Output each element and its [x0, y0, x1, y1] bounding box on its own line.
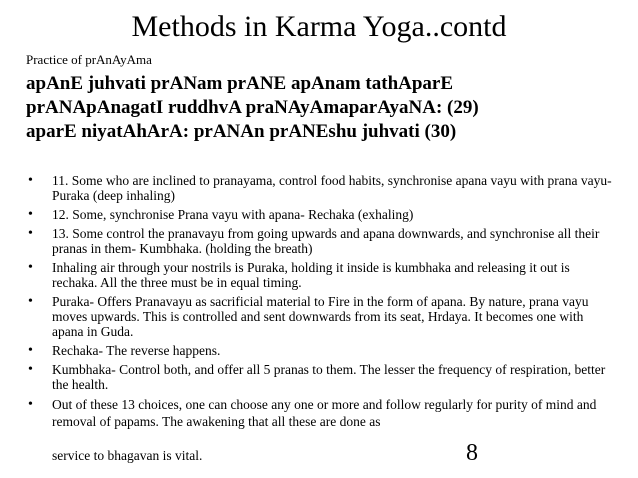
bullet-item	[26, 396, 612, 430]
bullet-icon: •	[28, 362, 33, 377]
bullet-item	[26, 294, 612, 339]
bullet-icon: •	[28, 173, 33, 188]
bullet-icon: •	[28, 397, 33, 412]
page-number: 8	[466, 440, 478, 466]
bullet-icon: •	[28, 260, 33, 275]
bullet-item	[26, 207, 612, 222]
verse-block	[26, 72, 479, 144]
bullet-icon: •	[28, 226, 33, 241]
bullet-icon: •	[28, 207, 33, 222]
bullet-text: 12. Some, synchronise Prana vayu with apana- Rechaka (exhaling)	[52, 207, 414, 222]
bullet-text: Inhaling air through your nostrils is Puraka, holding it inside is kumbhaka and releasing it out is rechaka. All the three must be in equal timing.	[52, 260, 570, 290]
bullet-text: Puraka- Offers Pranavayu as sacrificial material to Fire in the form of apana. By nature, prana vayu moves upwards. This is controlled and sent downwards from its seat, Hrdaya. It becomes one with apana in Guda.	[52, 294, 589, 339]
bullet-icon: •	[28, 343, 33, 358]
bullet-text: Out of these 13 choices, one can choose any one or more and follow regularly for purity of mind and removal of papams. The awakening that all these are done as	[52, 397, 597, 429]
bullet-item	[26, 260, 612, 290]
bullet-continuation: service to bhagavan is vital.	[52, 448, 203, 463]
bullet-icon: •	[28, 294, 33, 309]
verse-line: apAnE juhvati prANam prANE apAnam tathAparE	[26, 73, 454, 94]
bullet-item	[26, 173, 612, 203]
slide-title: Methods in Karma Yoga..contd	[131, 10, 507, 43]
bullet-item	[26, 226, 612, 256]
bullet-text: 11. Some who are inclined to pranayama, control food habits, synchronise apana vayu with prana vayu- Puraka (deep inhaling)	[52, 173, 612, 203]
bullet-list	[26, 173, 612, 434]
verse-line: aparE niyatAhArA: prANAn prANEshu juhvati (30)	[26, 121, 457, 142]
bullet-item	[26, 343, 612, 358]
bullet-text: Rechaka- The reverse happens.	[52, 343, 221, 358]
verse-line: prANApAnagatI ruddhvA praNAyAmaparAyaNA: (29)	[26, 97, 479, 118]
bullet-text: 13. Some control the pranavayu from going upwards and apana downwards, and synchronise all their pranas in them- Kumbhaka. (holding the breath)	[52, 226, 600, 256]
bullet-item	[26, 362, 612, 392]
bullet-text: Kumbhaka- Control both, and offer all 5 pranas to them. The lesser the frequency of respiration, better the health.	[52, 362, 606, 392]
slide-subtitle: Practice of prAnAyAma	[26, 52, 152, 67]
